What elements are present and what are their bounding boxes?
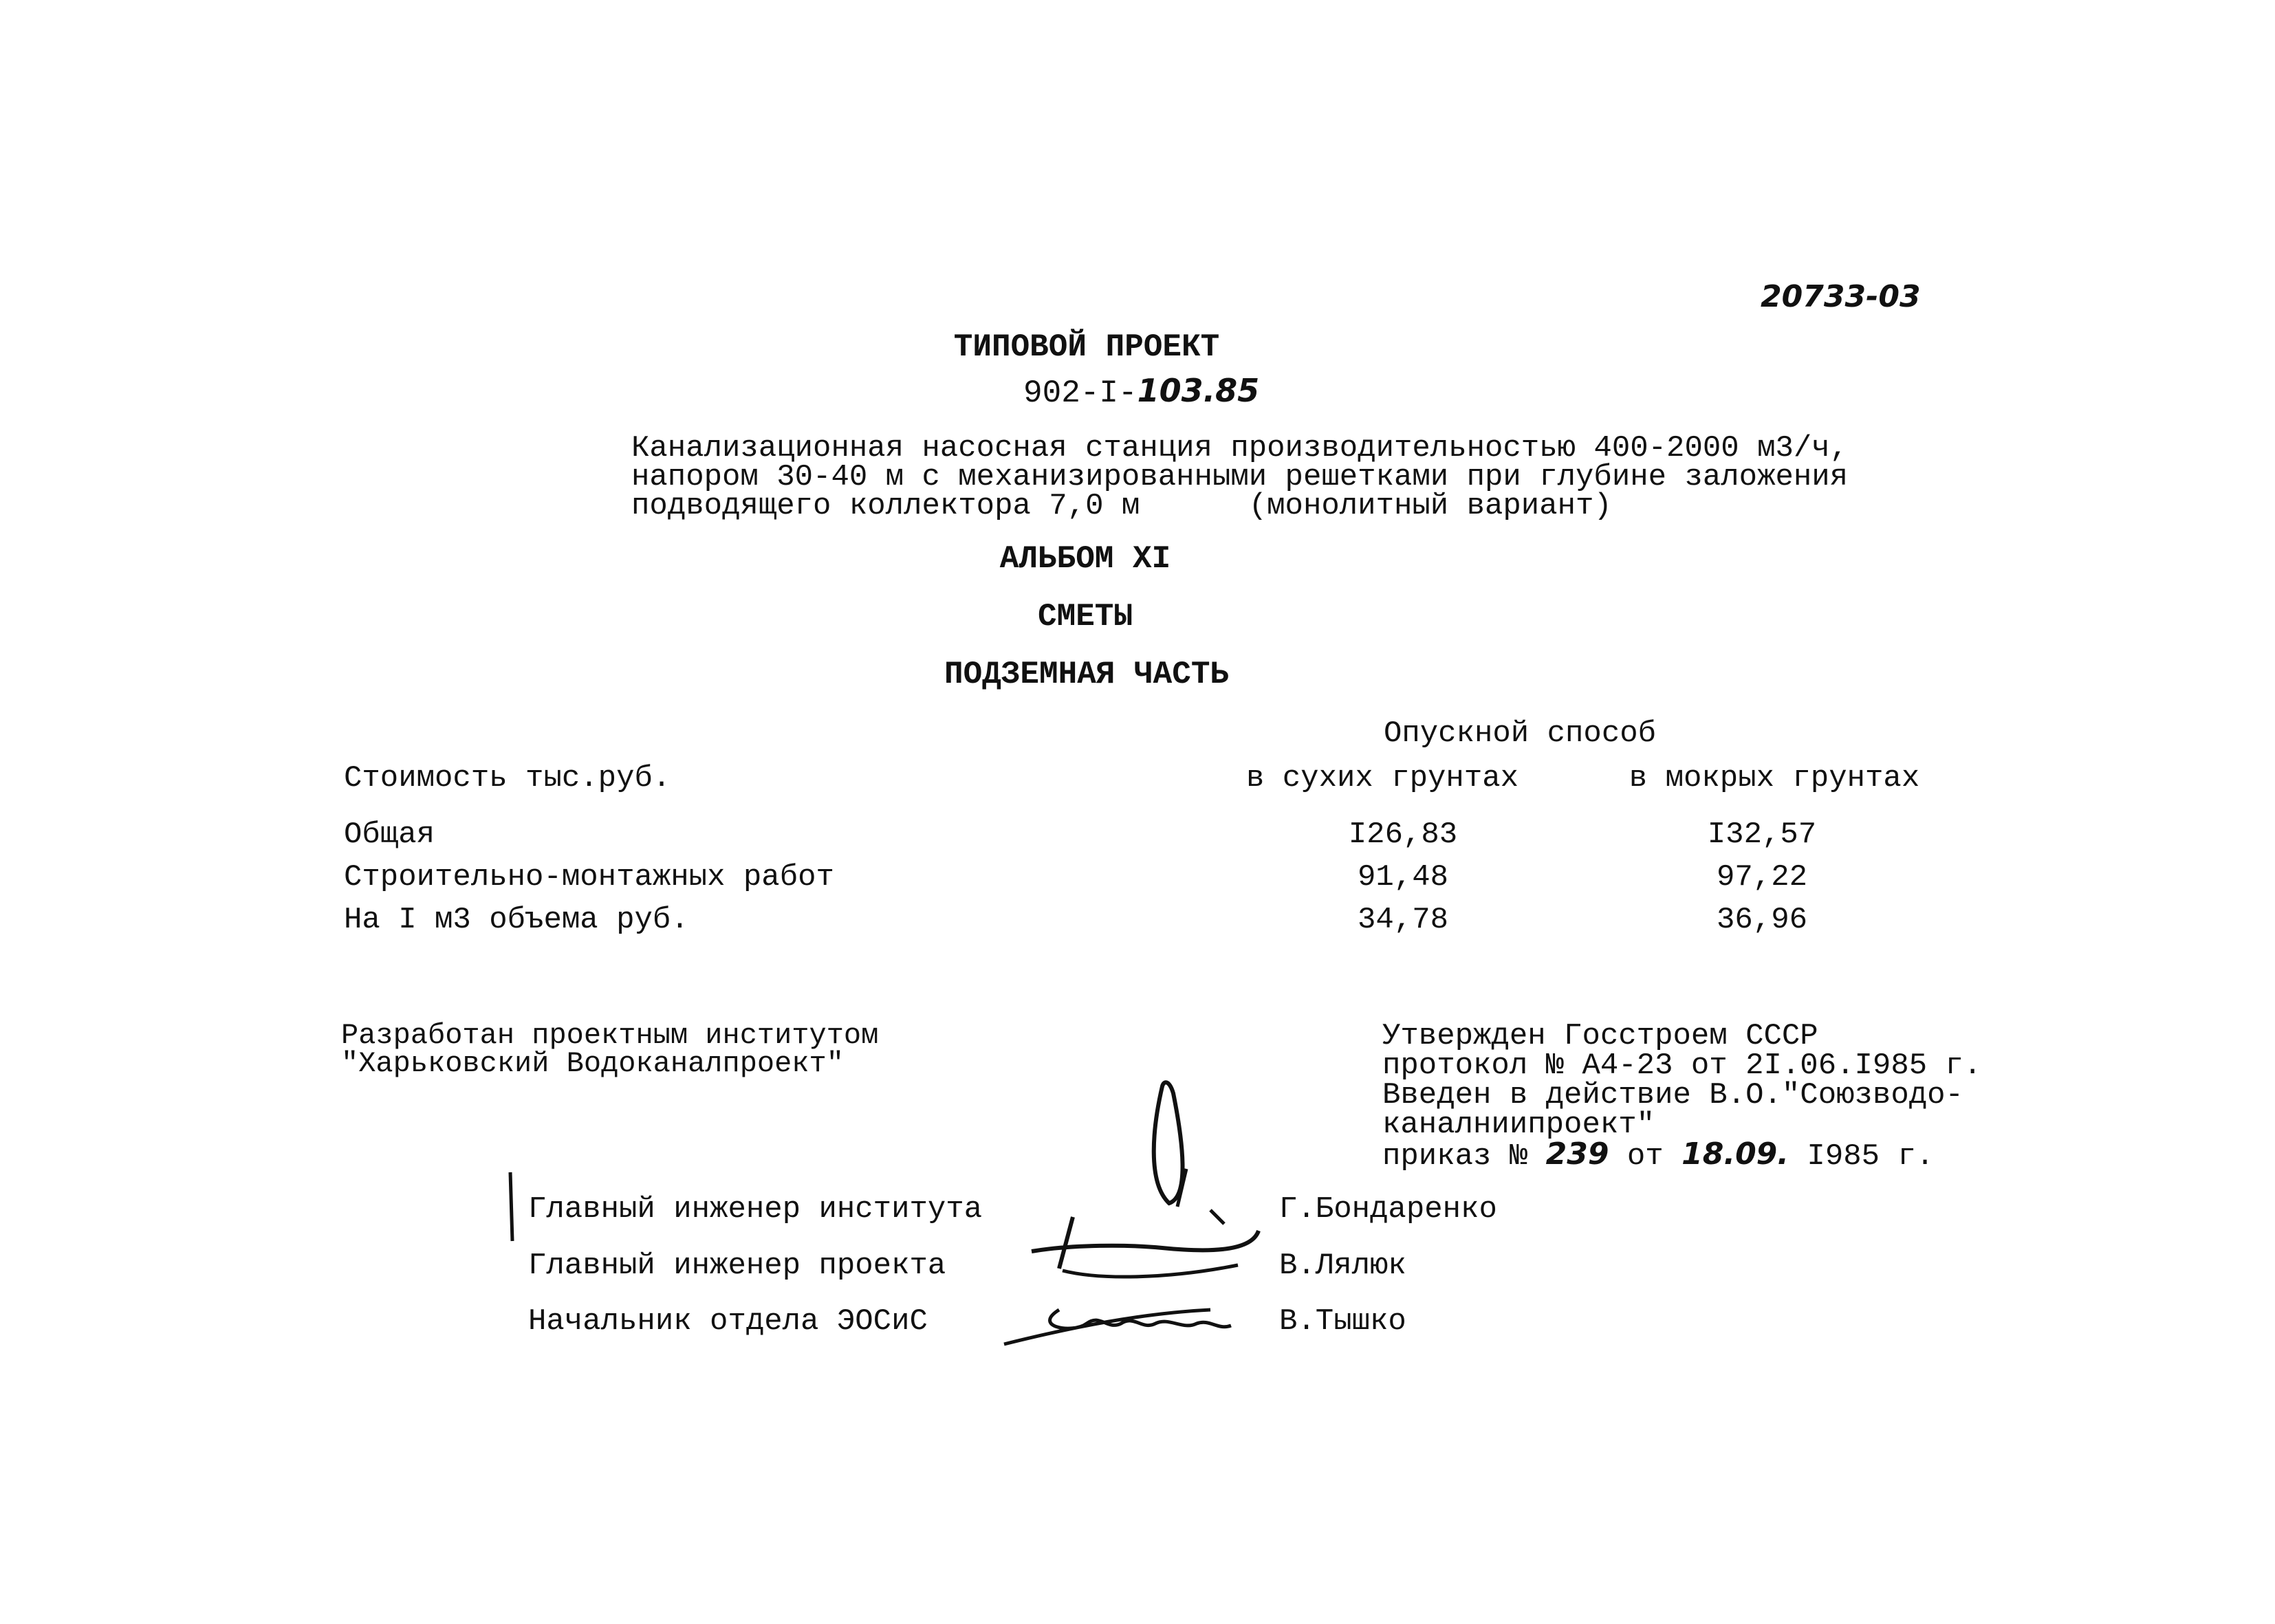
- description-line-3: подводящего коллектора 7,0 м (монолитный вариант): [631, 489, 1612, 523]
- description-line-1: Канализационная насосная станция производительностью 400-2000 м3/ч,: [631, 431, 1849, 465]
- signature-chief-engineer-institute: [1154, 1082, 1183, 1203]
- cost-row-label: Строительно-монтажных работ: [344, 860, 834, 895]
- project-number-prefix: 902-I-: [1023, 375, 1138, 411]
- approval-line-2: протокол № А4-23 от 2I.06.I985 г.: [1382, 1049, 1982, 1083]
- album-title: АЛЬБОМ XI: [999, 541, 1171, 577]
- cost-row-header: Стоимость тыс.руб.: [344, 761, 671, 795]
- developer-line-1: Разработан проектным институтом: [341, 1019, 879, 1052]
- order-suffix: I985 г.: [1789, 1139, 1935, 1174]
- signatory-name: В.Тышко: [1279, 1304, 1406, 1339]
- signature-department-head: [1004, 1310, 1231, 1344]
- cost-value-wet: 36,96: [1716, 903, 1808, 937]
- cost-value-wet: I32,57: [1707, 818, 1817, 852]
- order-mid: от: [1609, 1139, 1682, 1174]
- project-number-suffix: 103.85: [1137, 372, 1260, 409]
- signatory-position: Главный инженер проекта: [528, 1249, 946, 1283]
- order-number: 239: [1545, 1137, 1609, 1172]
- signatory-name: В.Лялюк: [1279, 1249, 1406, 1283]
- document-number: 20733-03: [1761, 279, 1921, 314]
- margin-bracket-mark: [510, 1172, 512, 1241]
- cost-value-dry: I26,83: [1348, 818, 1458, 852]
- description-line-2: напором 30-40 м с механизированными решетками при глубине заложения: [631, 460, 1849, 494]
- cost-value-dry: 91,48: [1357, 860, 1449, 895]
- order-prefix: приказ №: [1382, 1139, 1546, 1174]
- approval-line-1: Утвержден Госстроем СССР: [1382, 1019, 1818, 1053]
- signatory-name: Г.Бондаренко: [1279, 1192, 1497, 1227]
- signatory-position: Начальник отдела ЭОСиС: [528, 1304, 928, 1339]
- approval-line-3: Введен в действие В.О."Союзводо-: [1382, 1078, 1963, 1112]
- cost-row-label: На I м3 объема руб.: [344, 903, 689, 937]
- project-type-title: ТИПОВОЙ ПРОЕКТ: [953, 329, 1220, 365]
- developer-line-2: "Харьковский Водоканалпроект": [341, 1047, 844, 1080]
- order-date: 18.09.: [1681, 1137, 1789, 1172]
- column-header-dry: в сухих грунтах: [1245, 761, 1519, 795]
- section-title: СМЕТЫ: [1037, 599, 1133, 635]
- part-title: ПОДЗЕМНАЯ ЧАСТЬ: [944, 657, 1230, 692]
- approval-line-4: каналниипроект": [1382, 1108, 1655, 1142]
- cost-row-label: Общая: [344, 818, 435, 852]
- signatory-position: Главный инженер института: [528, 1192, 983, 1227]
- method-group-header: Опускной способ: [1383, 716, 1657, 751]
- cost-value-wet: 97,22: [1716, 860, 1808, 895]
- signature-chief-engineer-project: [1032, 1217, 1259, 1269]
- cost-value-dry: 34,78: [1357, 903, 1449, 937]
- column-header-wet: в мокрых грунтах: [1629, 761, 1920, 795]
